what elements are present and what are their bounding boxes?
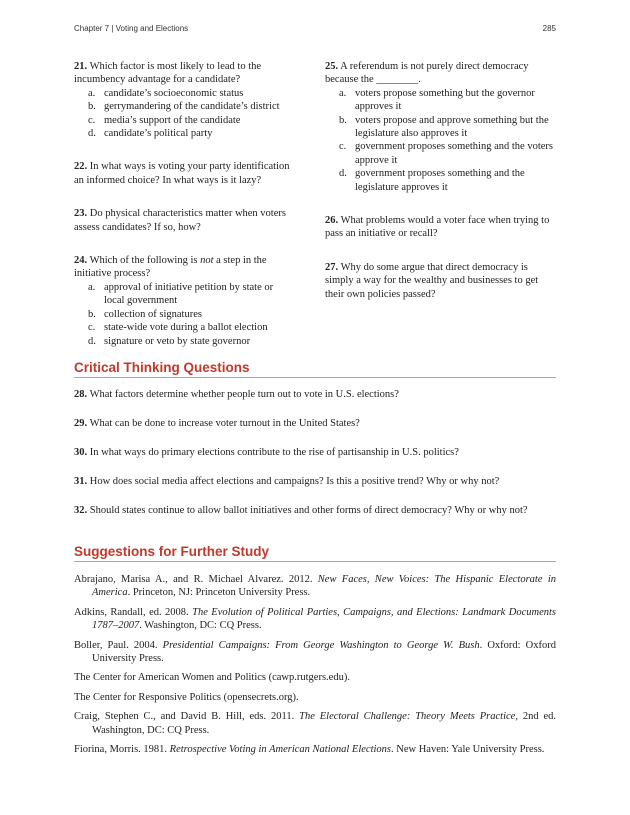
review-questions-right <box>325 60 557 321</box>
question-text: What problems would a voter face when trying to pass an initiative or recall? <box>325 215 550 240</box>
question-number: 25. <box>325 61 339 72</box>
option: a. voters propose something but the governor approves it <box>339 87 535 113</box>
question-number: 27. <box>325 261 339 273</box>
reference-item: The Center for American Women and Politics (cawp.rutgers.edu). <box>74 672 350 684</box>
question-27 <box>325 261 557 301</box>
question-text: Do physical characteristics matter when voters assess candidates? If so, how? <box>74 208 286 233</box>
reference-item: Adkins, Randall, ed. 2008. The Evolution of Political Parties, Campaigns, and Elections: Landmark Documents 1787–2007. Washington, DC: CQ Press. <box>74 606 556 632</box>
option: b. collection of signatures <box>88 308 202 320</box>
question-31: 31. How does social media affect elections and campaigns? Is this a positive trend? Why or why not? <box>74 476 500 487</box>
further-study-heading: Suggestions for Further Study <box>74 544 556 562</box>
reference-list <box>74 573 556 762</box>
question-number: 23. <box>74 208 88 220</box>
reference-item: Abrajano, Marisa A., and R. Michael Alvarez. 2012. New Faces, New Voices: The Hispanic Electorate in America. Princeton, NJ: Princeton University Press. <box>74 574 556 599</box>
review-questions-left <box>74 60 296 368</box>
question-text: Which of the following is not a step in the initiative process? <box>74 255 267 280</box>
question-text: Why do some argue that direct democracy is simply a way for the wealthy and businesses to get their own policies passed? <box>325 261 539 300</box>
question-23 <box>74 207 296 234</box>
reference-item: The Center for Responsive Politics (opensecrets.org). <box>74 691 299 703</box>
question-21 <box>74 60 296 140</box>
question-32: 32. Should states continue to allow ballot initiatives and other forms of direct democracy? Why or why not? <box>74 505 528 516</box>
chapter-title: Chapter 7 | Voting and Elections <box>74 24 189 33</box>
question-26 <box>325 214 557 241</box>
critical-thinking-heading: Critical Thinking Questions <box>74 360 556 378</box>
question-text: Which factor is most likely to lead to the incumbency advantage for a candidate? <box>74 61 262 86</box>
reference-item: Boller, Paul. 2004. Presidential Campaigns: From George Washington to George W. Bush. Oxford: Oxford University Press. <box>74 639 556 665</box>
reference-item: Craig, Stephen C., and David B. Hill, eds. 2011. The Electoral Challenge: Theory Meets Practice, 2nd ed. Washington, DC: CQ Press. <box>74 711 556 736</box>
question-28: 28. What factors determine whether people turn out to vote in U.S. elections? <box>74 389 399 400</box>
option: d. candidate’s political party <box>88 128 213 140</box>
question-22 <box>74 160 296 187</box>
option: c. government proposes something and the voters approve it <box>339 141 554 166</box>
question-24 <box>74 254 296 348</box>
question-25 <box>325 60 557 194</box>
page-header <box>74 24 556 33</box>
page-number: 285 <box>542 24 556 33</box>
question-number: 21. <box>74 61 88 72</box>
question-number: 22. <box>74 161 88 173</box>
option: b. gerrymandering of the candidate’s district <box>88 101 280 113</box>
question-text: A referendum is not purely direct democracy because the ________. <box>325 61 529 86</box>
answer-options <box>325 87 557 194</box>
option: c. state-wide vote during a ballot election <box>88 322 268 334</box>
option: b. voters propose and approve something but the legislature also approves it <box>339 114 549 140</box>
question-29: 29. What can be done to increase voter turnout in the United States? <box>74 418 360 429</box>
answer-options <box>74 87 296 141</box>
question-number: 26. <box>325 215 339 227</box>
option: c. media’s support of the candidate <box>88 114 241 126</box>
reference-item: Fiorina, Morris. 1981. Retrospective Voting in American National Elections. New Haven: Yale University Press. <box>74 744 545 756</box>
option: a. approval of initiative petition by state or local government <box>88 281 274 307</box>
option: a. candidate’s socioeconomic status <box>88 87 244 99</box>
answer-options <box>74 281 296 348</box>
option: d. signature or veto by state governor <box>88 335 251 347</box>
question-number: 24. <box>74 255 88 267</box>
option: d. government proposes something and the legislature approves it <box>339 168 525 193</box>
question-text: In what ways is voting your party identification an informed choice? In what ways is it lazy? <box>74 161 290 186</box>
question-30: 30. In what ways do primary elections contribute to the rise of partisanship in U.S. politics? <box>74 447 459 458</box>
